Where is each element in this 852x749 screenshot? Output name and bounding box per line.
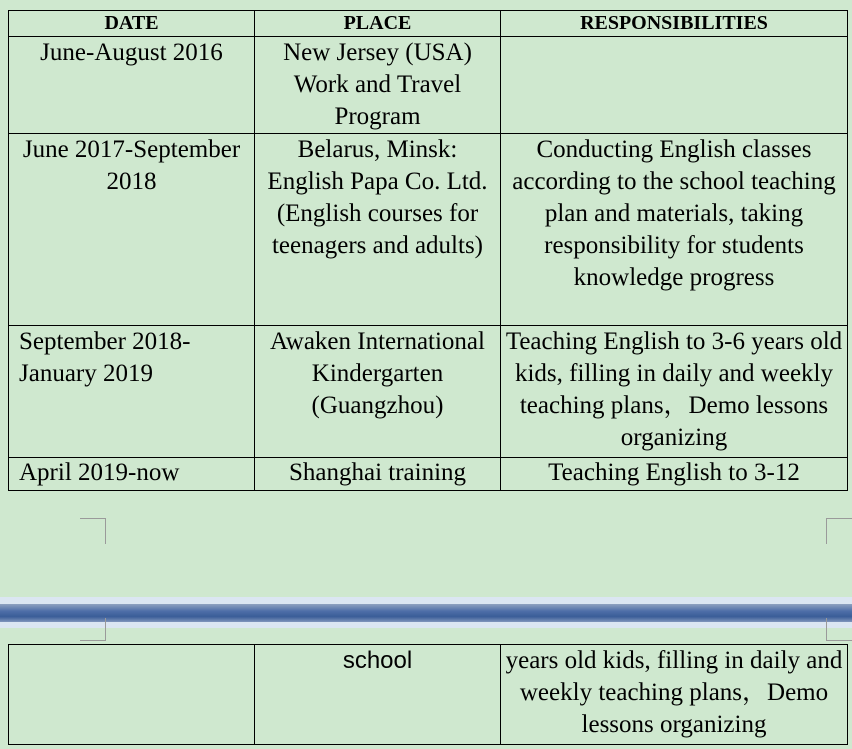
cell-place[interactable]: Awaken International Kindergarten (Guangzhou) [255,326,501,458]
table-header-row [9,11,848,37]
experience-table [8,10,848,491]
page-corner-mark [80,518,106,544]
cell-place[interactable]: school [255,645,501,745]
page-corner-mark [826,618,852,641]
page-break-gap [0,622,852,628]
page-corner-mark [80,618,106,641]
page-corner-mark [826,518,852,544]
cell-responsibilities[interactable] [501,37,848,134]
page-break-separator [0,604,852,622]
table-row [9,134,848,326]
cell-place[interactable]: Belarus, Minsk: English Papa Co. Ltd. (English courses for teenagers and adults) [255,134,501,326]
header-responsibilities: RESPONSIBILITIES [501,11,848,37]
header-date: DATE [9,11,255,37]
cell-place[interactable]: Shanghai training [255,458,501,491]
cell-date[interactable] [9,645,255,745]
cell-date[interactable]: April 2019-now [9,458,255,491]
header-place: PLACE [255,11,501,37]
table-row [9,37,848,134]
experience-table-continued [8,644,848,745]
table-row [9,645,848,745]
cell-place[interactable]: New Jersey (USA) Work and Travel Program [255,37,501,134]
table-row [9,326,848,458]
cell-responsibilities[interactable]: Conducting English classes according to the school teaching plan and materials, taking responsibility for students knowledge progress [501,134,848,326]
cell-responsibilities[interactable]: Teaching English to 3-12 [501,458,848,491]
page-break-gap [0,597,852,604]
cell-responsibilities[interactable]: years old kids, filling in daily and weekly teaching plans，Demo lessons organizing [501,645,848,745]
cell-date[interactable]: June 2017-September 2018 [9,134,255,326]
table-row [9,458,848,491]
cell-date[interactable]: September 2018-January 2019 [9,326,255,458]
cell-date[interactable]: June-August 2016 [9,37,255,134]
cell-responsibilities[interactable]: Teaching English to 3-6 years old kids, filling in daily and weekly teaching plans，Demo lessons organizing [501,326,848,458]
